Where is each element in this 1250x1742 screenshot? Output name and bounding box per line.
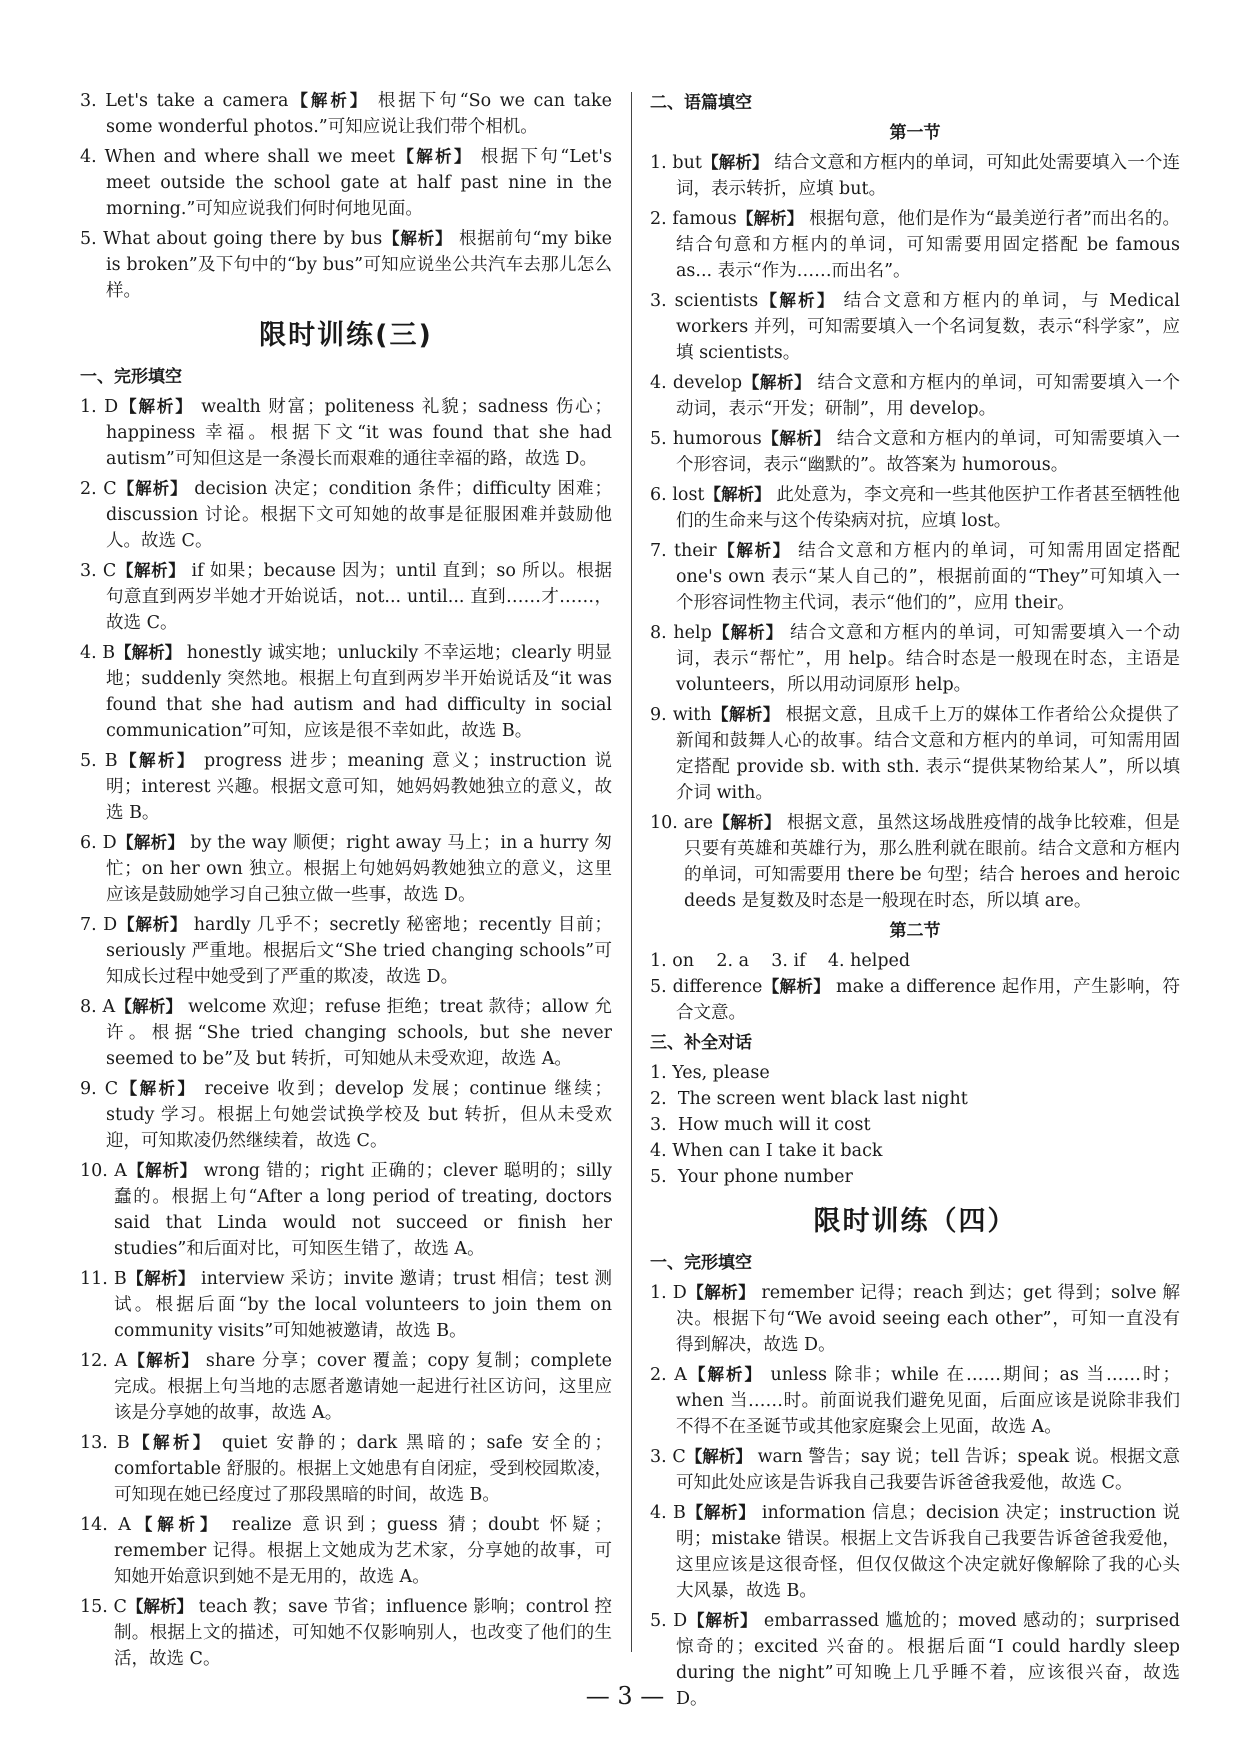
analysis-tag: 【解析】 [701,153,769,172]
answer-key: B [116,1433,130,1453]
answer-item [650,974,1180,1026]
answer-item [650,620,1180,698]
answer-key: difference [672,977,763,997]
answer-item [80,226,612,304]
answer-number: 4. [650,1503,673,1523]
analysis-tag: 【解析】 [716,541,791,560]
answer-item [80,640,612,744]
analysis-tag: 【解析】 [126,1269,195,1288]
analysis-text: remember 记得；reach 到达；get 得到；solve 解决。根据下句“We avoid seeing each other”，可知一直没有得到解决，故选 D。 [676,1283,1181,1355]
dialog-answer: 5. Your phone number [650,1167,853,1187]
answer-item [650,1444,1180,1496]
answer-key: When and where shall we meet [104,147,395,167]
answer-number: 6. [650,485,673,505]
analysis-tag: 【解析】 [762,977,831,996]
answer-number: 5. [650,429,673,449]
analysis-text: teach 教；save 节省；influence 影响；control 控制。根据上文的描述，可知她不仅影响别人，也改变了他们的生活，故选 C。 [114,1597,612,1669]
column-divider [631,92,632,1652]
section-title-4: 限时训练（四） [813,1206,1017,1237]
analysis-text: progress 进步；meaning 意义；instruction 说明；interest 兴趣。根据文意可知，她妈妈教她独立的意义，故选 B。 [106,751,612,823]
analysis-tag: 【解析】 [742,373,812,392]
answer-item [650,288,1180,366]
answer-number: 12. [80,1351,115,1371]
answer-item [80,1266,612,1344]
analysis-text: hardly 几乎不；secretly 秘密地；recently 目前；seriously 严重地。根据后文“She tried changing schools”可知成长过程中她受到了严重的欺凌，故选 D。 [106,915,613,987]
answer-number: 4. [80,147,105,167]
answer-key: D [102,833,117,853]
analysis-tag: 【解析】 [118,397,194,416]
answer-item [650,810,1180,914]
answer-item [650,370,1180,422]
answer-number: 1. [650,153,673,173]
answer-item [650,426,1180,478]
analysis-tag: 【解析】 [686,1365,763,1384]
analysis-tag: 【解析】 [116,833,185,852]
answer-item [80,1512,612,1590]
analysis-text: 根据前句“my bike is broken”及下句中的“by bus”可知应说坐公共汽车去那儿怎么样。 [106,229,613,301]
analysis-text: share 分享；cover 覆盖；copy 复制；complete 完成。根据上句当地的志愿者邀请她一起进行社区访问，这里应该是分享她的故事，故选 A。 [114,1351,612,1423]
section-heading-cloze: 一、完形填空 [80,367,182,387]
analysis-text: unless 除非；while 在……期间；as 当……时；when 当……时。前面说我们避免见面，后面应该是说除非我们不得不在圣诞节或其他家庭聚会上见面，故选 A。 [676,1365,1181,1437]
section-heading-cloze-4: 一、完形填空 [650,1253,752,1273]
answer-key: C [104,1079,119,1099]
answer-number: 3. [80,91,106,111]
dialog-answer: 2. The screen went black last night [650,1089,968,1109]
answer-item [650,150,1180,202]
answer-key: lost [672,485,705,505]
answer-number: 8. [80,997,103,1017]
answer-item [80,830,612,908]
answer-key: A [102,997,116,1017]
answer-item [80,88,612,140]
answer-key: develop [672,373,743,393]
answer-item [80,1594,612,1672]
answer-key: their [673,541,717,561]
analysis-text: 此处意为，李文亮和一些其他医护工作者甚至牺牲他们的生命来与这个传染病对抗，应填 lost。 [676,485,1180,531]
analysis-text: 根据下句“Let's meet outside the school gate at half past nine in the morning.”可知应说我们何时何地见面。 [106,147,613,219]
analysis-tag: 【解析】 [126,1161,198,1180]
analysis-tag: 【解析】 [736,209,804,228]
analysis-tag: 【解析】 [704,485,771,504]
answer-item [80,994,612,1072]
answer-key: Let's take a camera [105,91,289,111]
answer-key: but [672,153,702,173]
page-number: — 3 — [585,1682,665,1710]
analysis-text: embarrassed 尴尬的；moved 感动的；surprised 惊奇的；excited 兴奋的。根据后面“I could hardly sleep during the night”可知晚上几乎睡不着，应该很兴奋，故选 D。 [676,1611,1180,1709]
right-column [650,88,1180,1716]
analysis-text: 结合文意和方框内的单词，可知需要填入一个形容词，表示“幽默的”。故答案为 humorous。 [676,429,1180,475]
answer-number: 4. [80,643,103,663]
analysis-tag: 【解析】 [711,705,780,724]
analysis-tag: 【解析】 [758,291,836,310]
answer-item [80,912,612,990]
answer-key: B [673,1503,686,1523]
analysis-text: 根据下句“So we can take some wonderful photos.”可知应说让我们带个相机。 [106,91,612,137]
analysis-tag: 【解析】 [116,561,186,580]
analysis-tag: 【解析】 [685,1447,752,1466]
analysis-text: receive 收到；develop 发展；continue 继续；study 学习。根据上句她尝试换学校及 but 转折，但从未受欢迎，可知欺凌仍然继续着，故选 C。 [106,1079,612,1151]
answer-number: 3. [650,1447,673,1467]
analysis-text: make a difference 起作用，产生影响，符合文意。 [676,977,1180,1023]
analysis-text: if 如果；because 因为；until 直到；so 所以。根据句意直到两岁半她才开始说话，not... until... 直到……才……，故选 C。 [106,561,613,633]
answer-key: D [672,1283,687,1303]
left-column [80,88,612,1676]
answer-number: 4. [650,373,673,393]
analysis-tag: 【解析】 [130,1515,222,1534]
answer-item [80,394,612,472]
dialog-answer: 1. Yes, please [650,1063,770,1083]
analysis-tag: 【解析】 [711,623,784,642]
answer-number: 9. [650,705,673,725]
answer-key: C [113,1597,127,1617]
answer-key: D [104,397,119,417]
answer-number: 6. [80,833,103,853]
part2-answers: 1. on 2. a 3. if 4. helped [650,951,911,971]
answer-item [80,1430,612,1508]
answer-number: 5. [650,977,673,997]
analysis-text: honestly 诚实地；unluckily 不幸运地；clearly 明显地；suddenly 突然地。根据上句直到两岁半开始说话及“it was found that she had autism and had difficulty in social communication”可知，应该是很不幸如此，故选 B。 [106,643,613,741]
answer-item [650,1500,1180,1604]
answer-key: C [103,479,117,499]
answer-key: are [683,813,713,833]
answer-key: with [672,705,712,725]
answer-number: 3. [80,561,103,581]
answer-key: B [104,751,118,771]
answer-key: A [674,1365,687,1385]
analysis-text: quiet 安静的；dark 黑暗的；safe 安全的；comfortable 舒服的。根据上文她患有自闭症，受到校园欺凌，可知现在她已经度过了那段黑暗的时间，故选 B。 [114,1433,613,1505]
answer-item [80,1076,612,1154]
section-title-3: 限时训练(三) [259,320,433,351]
part-heading-2: 第二节 [889,921,941,941]
answer-number: 13. [80,1433,117,1453]
answer-item [80,748,612,826]
answer-item [650,1362,1180,1440]
analysis-text: 结合文意和方框内的单词，与 Medical workers 并列，可知需要填入一个名词复数，表示“科学家”，应填 scientists。 [676,291,1180,363]
analysis-tag: 【解析】 [117,915,188,934]
answer-number: 5. [80,229,104,249]
answer-key: C [672,1447,686,1467]
answer-key: C [102,561,117,581]
analysis-tag: 【解析】 [129,1433,213,1452]
answer-item [80,558,612,636]
answer-number: 7. [650,541,674,561]
analysis-text: 结合文意和方框内的单词，可知需要填入一个动词，表示“帮忙”，用 help。结合时态是一般现在时态，主语是 volunteers，所以用动词原形 help。 [676,623,1181,695]
answer-item [80,1348,612,1426]
answer-key: What about going there by bus [103,229,383,249]
analysis-text: 结合文意和方框内的单词，可知此处需要填入一个连词，表示转折，应填 but。 [676,153,1180,199]
analysis-tag: 【解析】 [761,429,831,448]
analysis-tag: 【解析】 [126,1597,194,1616]
answer-key: humorous [672,429,762,449]
analysis-tag: 【解析】 [117,751,196,770]
answer-item [650,538,1180,616]
answer-number: 2. [650,1365,675,1385]
part-heading-1: 第一节 [889,123,941,143]
section-heading-dialog: 三、补全对话 [650,1033,752,1053]
analysis-tag: 【解析】 [115,997,183,1016]
analysis-tag: 【解析】 [686,1283,756,1302]
answer-item [80,476,612,554]
answer-item [650,482,1180,534]
answer-number: 1. [650,1283,673,1303]
analysis-tag: 【解析】 [115,643,182,662]
answer-number: 3. [650,291,675,311]
analysis-tag: 【解析】 [687,1611,758,1630]
answer-item [650,702,1180,806]
answer-number: 1. [80,397,105,417]
analysis-text: wealth 财富；politeness 礼貌；sadness 伤心；happiness 幸福。根据下文“it was found that she had autism”可知但这是一条漫长而艰难的通往幸福的路，故选 D。 [106,397,613,469]
analysis-text: welcome 欢迎；refuse 拒绝；treat 款待；allow 允许。根据“She tried changing schools, but she never seemed to be”及 but 转折，可知她从未受欢迎，故选 A。 [106,997,613,1069]
analysis-text: warn 警告；say 说；tell 告诉；speak 说。根据文意可知此处应该是告诉我自己我要告诉爸爸我爱他，故选 C。 [676,1447,1181,1493]
answer-number: 10. [650,813,684,833]
answer-number: 15. [80,1597,114,1617]
answer-number: 5. [80,751,105,771]
answer-number: 9. [80,1079,105,1099]
analysis-text: 结合文意和方框内的单词，可知需用固定搭配 one's own 表示“某人自己的”，根据前面的“They”可知填入一个形容词性物主代词，表示“他们的”，应用 their。 [676,541,1180,613]
answer-number: 2. [650,209,673,229]
answer-item [650,206,1180,284]
answer-number: 5. [650,1611,674,1631]
analysis-text: 结合文意和方框内的单词，可知需要填入一个动词，表示“开发；研制”，用 develop。 [676,373,1181,419]
dialog-answer: 3. How much will it cost [650,1115,871,1135]
dialog-answer: 4. When can I take it back [650,1141,883,1161]
analysis-text: realize 意识到；guess 猜；doubt 怀疑；remember 记得。根据上文她成为艺术家，分享她的故事，可知她开始意识到她不是无用的，故选 A。 [114,1515,612,1587]
answer-number: 2. [80,479,104,499]
analysis-text: decision 决定；condition 条件；difficulty 困难；discussion 讨论。根据下文可知她的故事是征服困难并鼓励他人。故选 C。 [106,479,612,551]
answer-key: D [103,915,118,935]
answer-key: A [118,1515,131,1535]
answer-number: 11. [80,1269,114,1289]
analysis-text: 根据句意，他们是作为“最美逆行者”而出名的。结合句意和方框内的单词，可知需要用固定搭配 be famous as... 表示“作为……而出名”。 [676,209,1180,281]
analysis-tag: 【解析】 [712,813,781,832]
answer-number: 7. [80,915,104,935]
analysis-text: wrong 错的；right 正确的；clever 聪明的；silly 蠢的。根据上句“After a long period of treating, doctors said that Linda would not succeed or finish her studies”和后面对比，可知医生错了，故选 A。 [114,1161,613,1259]
section-heading-passage: 二、语篇填空 [650,93,752,113]
answer-item [650,1280,1180,1358]
answer-key: A [114,1161,127,1181]
analysis-tag: 【解析】 [685,1503,756,1522]
answer-key: help [673,623,712,643]
analysis-text: interview 采访；invite 邀请；trust 相信；test 测试。根据后面“by the local volunteers to join them on community visits”可知她被邀请，故选 B。 [114,1269,612,1341]
answer-key: famous [672,209,737,229]
analysis-text: information 信息；decision 决定；instruction 说明；mistake 错误。根据上文告诉我自己我要告诉爸爸我爱他，这里应该是这很奇怪，但仅仅做这个决定就好像解除了我的心头大风暴，故选 B。 [676,1503,1181,1601]
answer-number: 8. [650,623,674,643]
answer-key: D [673,1611,688,1631]
answer-key: scientists [674,291,759,311]
analysis-tag: 【解析】 [118,1079,197,1098]
answer-key: B [113,1269,127,1289]
answer-number: 10. [80,1161,115,1181]
answer-number: 14. [80,1515,119,1535]
analysis-tag: 【解析】 [288,91,370,110]
answer-key: B [102,643,116,663]
analysis-tag: 【解析】 [382,229,453,248]
analysis-tag: 【解析】 [127,1351,200,1370]
analysis-text: 根据文意，且成千上万的媒体工作者给公众提供了新闻和鼓舞人心的故事。结合文意和方框内的单词，可知需用固定搭配 provide sb. with sth. 表示“提供某物给某人”，所以填介词 with。 [676,705,1181,803]
analysis-text: by the way 顺便；right away 马上；in a hurry 匆忙；on her own 独立。根据上句她妈妈教她独立的意义，这里应该是鼓励她学习自己独立做一些事，故选 D。 [106,833,613,905]
analysis-tag: 【解析】 [116,479,188,498]
analysis-text: 根据文意，虽然这场战胜疫情的战争比较难，但是只要有英雄和英雄行为，那么胜利就在眼前。结合文意和方框内的单词，可知需要用 there be 句型；结合 heroes and heroic deeds 是复数及时态是一般现在时态，所以填 are。 [684,813,1181,911]
answer-item [80,1158,612,1262]
analysis-tag: 【解析】 [394,147,473,166]
answer-item [80,144,612,222]
answer-key: A [114,1351,128,1371]
